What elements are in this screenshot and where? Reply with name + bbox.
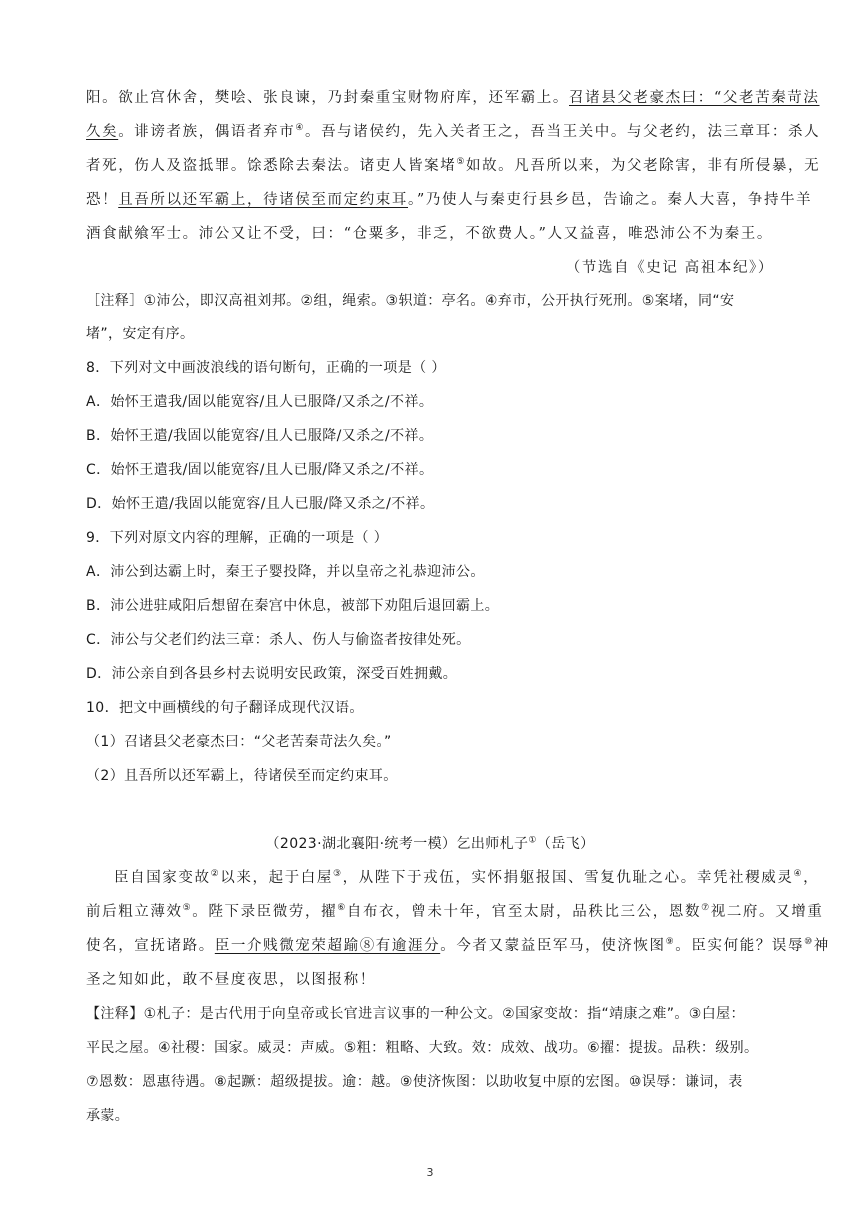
passage2-note-line1: 【注释】①札子：是古代用于向皇帝或长官进言议事的一种公文。②国家变故：指“靖康之难”。③白屋：	[86, 1006, 745, 1022]
question-9-option-b: B．沛公进驻咸阳后想留在秦宫中休息，被部下劝阻后退回霸上。	[86, 598, 500, 614]
passage1-line3: 者死，伤人及盗抵罪。馀悉除去秦法。诸吏人皆案堵⑤如故。凡吾所以来，为父老除害，非有所侵暴，无	[86, 157, 821, 174]
passage1-note-line2: 堵”，安定有序。	[86, 326, 195, 342]
passage1-line1: 阳。欲止宫休舍，樊哙、张良谏，乃封秦重宝财物府库，还军霸上。召诸县父老豪杰曰：“父老苦秦苛法	[86, 90, 820, 106]
passage1-source: （节选自《史记 高祖本纪》）	[565, 260, 774, 276]
question-8-option-b: B．始怀王遣/我固以能宽容/且人已服降/又杀之/不祥。	[86, 428, 434, 444]
passage1-line2: 久矣。诽谤者族，偶语者弃市④。吾与诸侯约，先入关者王之，吾当王关中。与父老约，法三章耳：杀人	[86, 123, 821, 140]
passage2-note-line4: 承蒙。	[86, 1108, 130, 1124]
passage2-note-line2: 平民之屋。④社稷：国家。威灵：声威。⑤粗：粗略、大致。效：成效、战功。⑥擢：提拔。品秩：级别。	[86, 1040, 759, 1056]
passage2-note-line3: ⑦恩数：恩惠待遇。⑧起蹶：超级提拔。逾：越。⑨使济恢图：以助收复中原的宏图。⑩误辱：谦词，表	[86, 1074, 743, 1090]
question-9-option-c: C．沛公与父老们约法三章：杀人、伤人与偷盗者按律处死。	[86, 632, 471, 648]
question-10-stem: 10．把文中画横线的句子翻译成现代汉语。	[86, 700, 364, 716]
question-8-option-d: D．始怀王遣/我固以能宽容/且人已服/降又杀之/不祥。	[86, 496, 435, 512]
passage2-title: （2023·湖北襄阳·统考一模）乞出师札子①（岳飞）	[265, 835, 595, 852]
passage1-note-line1: ［注释］①沛公，即汉高祖刘邦。②组，绳索。③轵道：亭名。④弃市，公开执行死刑。⑤案堵，同“安	[86, 293, 735, 309]
page-number: 3	[426, 1166, 434, 1179]
passage2-line3: 使名，宣抚诸路。臣一介贱微宠荣超踰⑧有逾涯分。今者又蒙益臣军马，使济恢图⑨。臣实何能？误辱⑩神	[86, 937, 830, 954]
question-8-stem: 8．下列对文中画波浪线的语句断句，正确的一项是（ ）	[86, 360, 446, 376]
passage2-line4: 圣之知如此，敢不昼度夜思，以图报称！	[86, 972, 376, 988]
question-10-sentence-2: （2）且吾所以还军霸上，待诸侯至而定约束耳。	[86, 768, 398, 784]
question-9-option-d: D．沛公亲自到各县乡村去说明安民政策，深受百姓拥戴。	[86, 666, 458, 682]
question-8-option-a: A．始怀王遣我/固以能宽容/且人已服降/又杀之/不祥。	[86, 394, 434, 410]
passage2-line2: 前后粗立薄效⑤。陛下录臣微劳，擢⑥自布衣，曾未十年，官至太尉，品秩比三公，恩数⑦视二府。又增重	[86, 903, 824, 920]
passage2-line1: 臣自国家变故②以来，起于白屋③，从陛下于戎伍，实怀捐躯报国、雪复仇耻之心。幸凭社稷威灵④，	[114, 869, 820, 886]
passage1-line5: 酒食献飨军士。沛公又让不受，曰：“仓粟多，非乏，不欲费人。”人又益喜，唯恐沛公不为秦王。	[86, 226, 773, 242]
question-9-stem: 9．下列对原文内容的理解，正确的一项是（ ）	[86, 530, 389, 546]
question-8-option-c: C．始怀王遣我/固以能宽容/且人已服/降又杀之/不祥。	[86, 462, 434, 478]
question-10-sentence-1: （1）召诸县父老豪杰曰：“父老苦秦苛法久矣。”	[86, 734, 392, 750]
question-9-option-a: A．沛公到达霸上时，秦王子婴投降，并以皇帝之礼恭迎沛公。	[86, 564, 485, 580]
passage1-line4: 恐！且吾所以还军霸上，待诸侯至而定约束耳。”乃使人与秦吏行县乡邑，告谕之。秦人大喜，争持牛羊	[86, 192, 813, 208]
